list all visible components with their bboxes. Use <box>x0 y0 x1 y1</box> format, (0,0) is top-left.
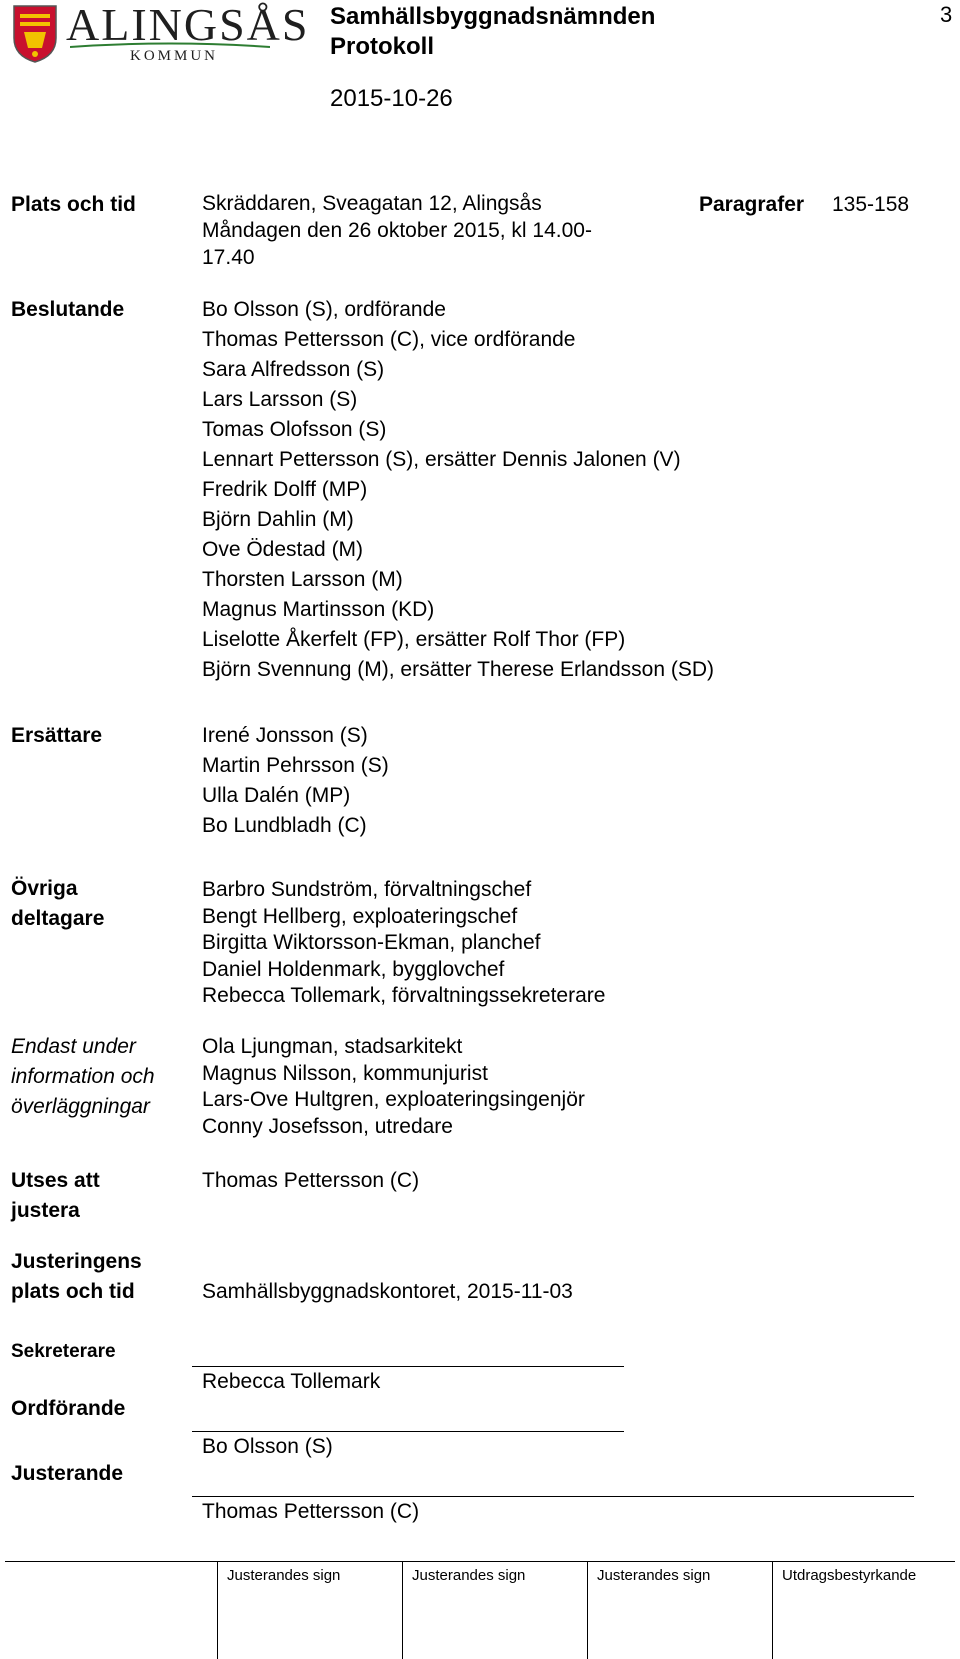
utses-label <box>11 1166 100 1226</box>
footer-cell: Utdragsbestyrkande <box>782 1567 917 1584</box>
ovriga-list <box>202 877 605 1010</box>
list-item: Tomas Olofsson (S) <box>202 418 387 441</box>
list-item: Birgitta Wiktorsson-Ekman, planchef <box>202 931 541 954</box>
document-type: Protokoll <box>330 33 435 60</box>
justering-value: Samhällsbyggnadskontoret, 2015-11-03 <box>202 1280 573 1303</box>
footer-divider <box>772 1561 773 1659</box>
list-item: Magnus Nilsson, kommunjurist <box>202 1061 488 1085</box>
list-item: Fredrik Dolff (MP) <box>202 478 368 501</box>
document-date: 2015-10-26 <box>330 85 453 112</box>
secretary-label: Sekreterare <box>11 1341 116 1362</box>
footer-divider <box>217 1561 218 1659</box>
chair-label: Ordförande <box>11 1397 126 1420</box>
ovriga-label <box>11 874 104 934</box>
list-item: Conny Josefsson, utredare <box>202 1114 453 1138</box>
place-line: Skräddaren, Sveagatan 12, Alingsås <box>202 192 542 215</box>
list-item: Lars-Ove Hultgren, exploateringsingenjör <box>202 1088 585 1111</box>
label-line: överläggningar <box>11 1095 150 1118</box>
footer-cell: Justerandes sign <box>597 1567 711 1584</box>
footer-cell: Justerandes sign <box>412 1567 526 1584</box>
utses-value: Thomas Pettersson (C) <box>202 1169 420 1192</box>
list-item: Irené Jonsson (S) <box>202 724 368 747</box>
logo-wordmark: ALINGSÅS <box>66 0 310 50</box>
document-header <box>330 2 655 62</box>
adjuster-name: Thomas Pettersson (C) <box>202 1500 420 1523</box>
list-item: Bo Olsson (S), ordförande <box>202 298 446 321</box>
label-line: justera <box>11 1199 80 1222</box>
beslutande-label: Beslutande <box>11 298 125 321</box>
list-item: Lennart Pettersson (S), ersätter Dennis Jalonen (V) <box>202 448 681 471</box>
place-label: Plats och tid <box>11 193 136 216</box>
list-item: Bengt Hellberg, exploateringschef <box>202 904 518 928</box>
justering-label <box>11 1247 142 1307</box>
list-item: Björn Svennung (M), ersätter Therese Erlandsson (SD) <box>202 658 714 681</box>
footer-divider <box>402 1561 403 1659</box>
list-item: Sara Alfredsson (S) <box>202 358 385 381</box>
label-line: deltagare <box>11 907 105 930</box>
list-item: Ove Ödestad (M) <box>202 538 364 561</box>
label-line: Utses att <box>11 1169 100 1192</box>
chair-name: Bo Olsson (S) <box>202 1435 333 1458</box>
beslutande-list <box>202 295 714 685</box>
list-item: Magnus Martinsson (KD) <box>202 598 435 621</box>
place-value <box>202 190 592 271</box>
municipality-logo <box>8 0 310 68</box>
list-item: Thorsten Larsson (M) <box>202 568 403 591</box>
ersattare-list <box>202 721 389 841</box>
list-item: Björn Dahlin (M) <box>202 508 354 531</box>
list-item: Lars Larsson (S) <box>202 388 358 411</box>
place-line: 17.40 <box>202 246 255 269</box>
list-item: Barbro Sundström, förvaltningschef <box>202 878 532 901</box>
list-item: Martin Pehrsson (S) <box>202 754 389 777</box>
place-line: Måndagen den 26 oktober 2015, kl 14.00- <box>202 219 592 242</box>
list-item: Daniel Holdenmark, bygglovchef <box>202 957 505 981</box>
label-line: information och <box>11 1065 155 1088</box>
footer-divider <box>587 1561 588 1659</box>
list-item: Thomas Pettersson (C), vice ordförande <box>202 328 576 351</box>
ersattare-label: Ersättare <box>11 724 103 747</box>
paragraphs-value: 135-158 <box>832 193 910 216</box>
committee-name: Samhällsbyggnadsnämnden <box>330 3 656 30</box>
secretary-name: Rebecca Tollemark <box>202 1370 381 1393</box>
footer-cell: Justerandes sign <box>227 1567 341 1584</box>
endast-list <box>202 1034 585 1140</box>
coat-of-arms-icon <box>12 4 58 64</box>
label-line: Endast under <box>11 1035 136 1058</box>
list-item: Ulla Dalén (MP) <box>202 784 351 807</box>
label-line: Övriga <box>11 877 78 900</box>
label-line: Justeringens <box>11 1250 142 1273</box>
list-item: Ola Ljungman, stadsarkitekt <box>202 1035 463 1058</box>
endast-label <box>11 1032 155 1122</box>
list-item: Bo Lundbladh (C) <box>202 814 367 837</box>
label-line: plats och tid <box>11 1280 135 1303</box>
paragraphs-label: Paragrafer <box>699 193 805 216</box>
adjuster-label: Justerande <box>11 1462 124 1485</box>
page-number: 3 <box>940 2 953 27</box>
logo-subtitle: KOMMUN <box>130 48 219 64</box>
list-item: Rebecca Tollemark, förvaltningssekreterare <box>202 984 606 1007</box>
footer-rule <box>5 1561 955 1562</box>
list-item: Liselotte Åkerfelt (FP), ersätter Rolf Thor (FP) <box>202 628 626 651</box>
